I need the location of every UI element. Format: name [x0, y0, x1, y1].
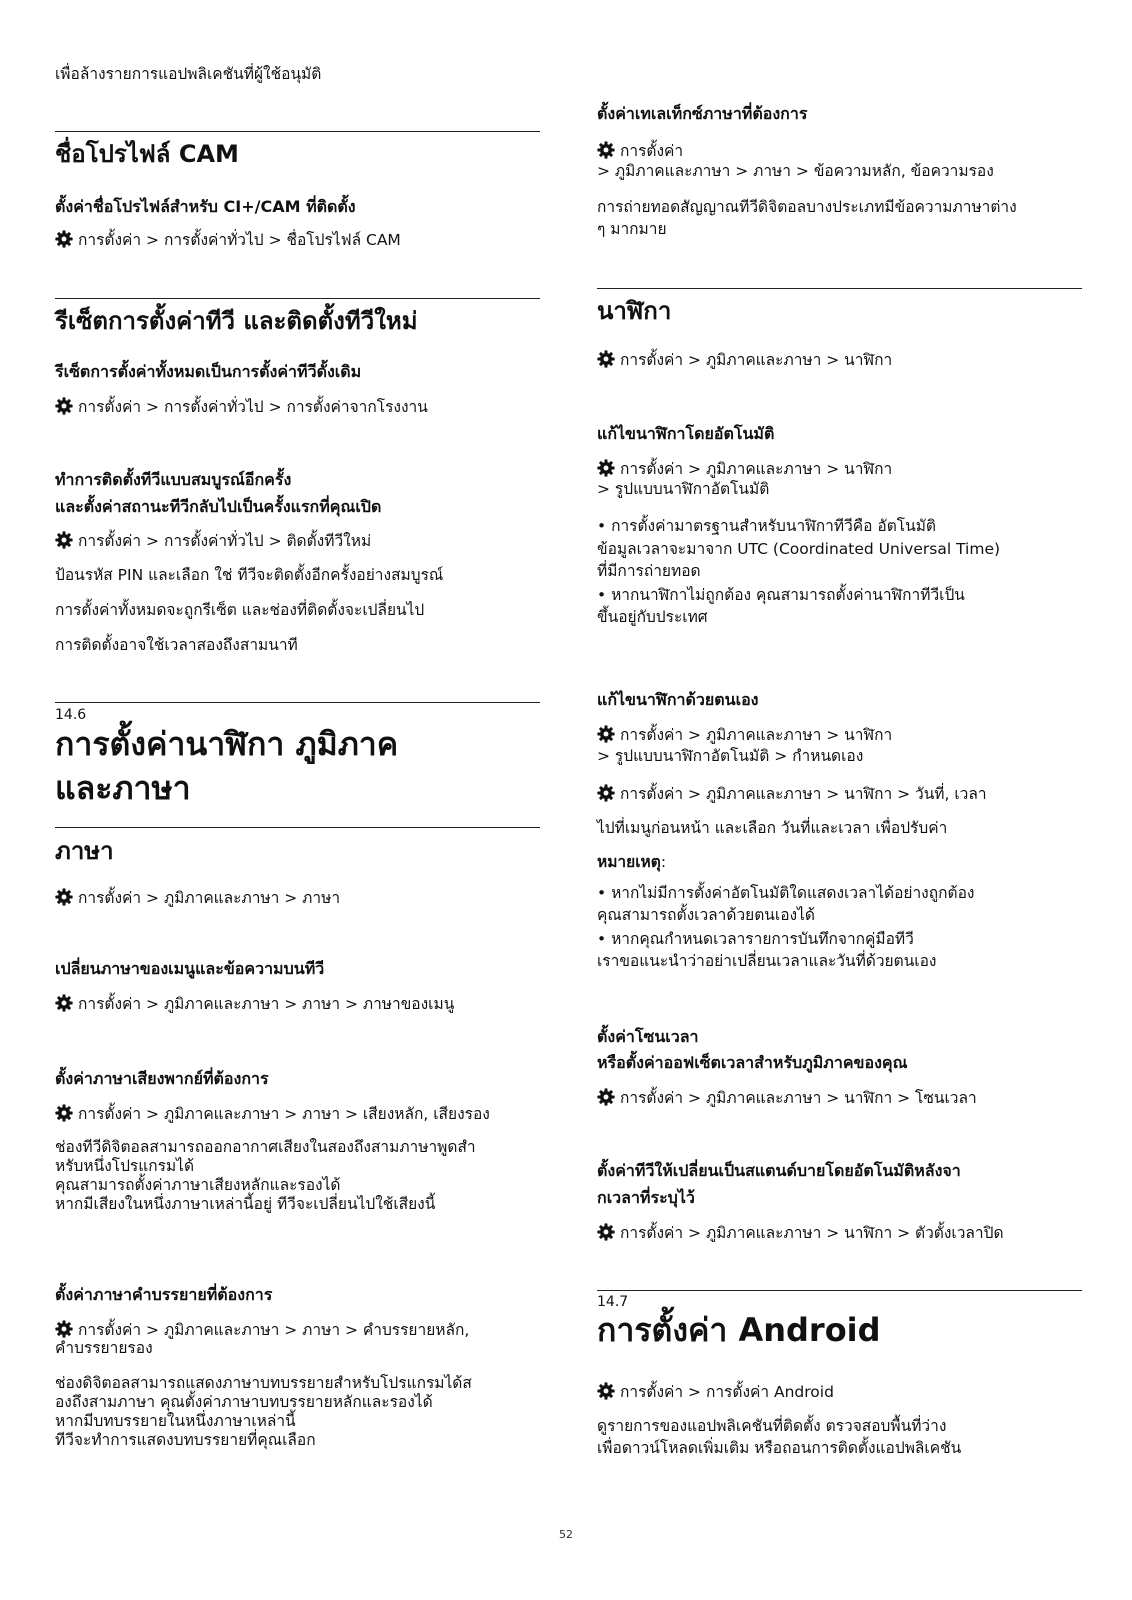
paragraph: ป้อนรหัส PIN และเลือก ใช่ ทีวีจะติดตั้งอีกครั้งอย่างสมบูรณ์: [55, 566, 444, 584]
subheading-cam-profile: ตั้งค่าชื่อโปรไฟล์สำหรับ CI+/CAM ที่ติดตั้ง: [55, 197, 356, 216]
paragraph-line: องถึงสามภาษา คุณตั้งค่าภาษาบทบรรยายหลักและรองได้: [55, 1393, 433, 1411]
menu-path-text: การตั้งค่า > ภูมิภาคและภาษา > ภาษา > ภาษาของเมนู: [78, 995, 455, 1013]
bullet-line: ขึ้นอยู่กับประเทศ: [597, 608, 708, 626]
section-divider: [597, 288, 1082, 289]
paragraph-line: การถ่ายทอดสัญญาณทีวีดิจิตอลบางประเภทมีข้อความภาษาต่าง: [597, 198, 1017, 216]
bullet-line: เราขอแนะนำว่าอย่าเปลี่ยนเวลาและวันที่ด้วยตนเอง: [597, 952, 937, 970]
paragraph: การตั้งค่าทั้งหมดจะถูกรีเซ็ต และช่องที่ติดตั้งจะเปลี่ยนไป: [55, 601, 425, 619]
menu-path-text: การตั้งค่า > ภูมิภาคและภาษา > นาฬิกา > ตัวตั้งเวลาปิด: [620, 1224, 1004, 1242]
subheading-reset-all: รีเซ็ตการตั้งค่าทั้งหมดเป็นการตั้งค่าทีวีดั้งเดิม: [55, 362, 362, 381]
menu-path-clock: [597, 349, 1082, 371]
gear-icon: [597, 784, 615, 802]
subheading-teletext-language: ตั้งค่าเทเลเท็กซ์ภาษาที่ต้องการ: [597, 104, 808, 123]
gear-icon: [55, 1320, 73, 1338]
menu-path-manual-clock: [597, 725, 1082, 745]
gear-icon: [597, 1088, 615, 1106]
menu-path-sleep-timer: [597, 1222, 1082, 1244]
gear-icon: [597, 141, 615, 159]
chapter-divider: [55, 702, 540, 703]
menu-path-text: การตั้งค่า > การตั้งค่าทั่วไป > ชื่อโปรไฟล์ CAM: [78, 231, 401, 249]
menu-path-language: [55, 887, 540, 909]
gear-icon: [55, 230, 73, 248]
menu-path-text: การตั้งค่า > ภูมิภาคและภาษา > ภาษา > คำบรรยายหลัก,: [78, 1321, 470, 1339]
chapter-title: การตั้งค่า Android: [597, 1311, 881, 1349]
paragraph-line: เพื่อดาวน์โหลดเพิ่มเติม หรือถอนการติดตั้งแอปพลิเคชัน: [597, 1439, 962, 1457]
paragraph-line: ทีวีจะทำการแสดงบทบรรยายที่คุณเลือก: [55, 1431, 316, 1449]
bullet-line: คุณสามารถตั้งเวลาด้วยตนเองได้: [597, 906, 815, 924]
paragraph-line: คุณสามารถตั้งค่าภาษาเสียงหลักและรองได้: [55, 1176, 341, 1194]
subheading-timezone-line1: ตั้งค่าโซนเวลา: [597, 1027, 699, 1046]
gear-icon: [55, 1104, 73, 1122]
menu-path-factory: [55, 396, 540, 418]
chapter-number: 14.6: [55, 707, 87, 723]
subheading-reinstall-line1: ทำการติดตั้งทีวีแบบสมบูรณ์อีกครั้ง: [55, 470, 292, 489]
subheading-manual-clock: แก้ไขนาฬิกาด้วยตนเอง: [597, 690, 759, 709]
menu-path-text: การตั้งค่า > การตั้งค่าทั่วไป > การตั้งค่าจากโรงงาน: [78, 398, 428, 416]
menu-path-text: การตั้งค่า > ภูมิภาคและภาษา > ภาษา: [78, 889, 341, 907]
menu-path-continued: > รูปแบบนาฬิกาอัตโนมัติ: [597, 480, 770, 498]
section-divider: [55, 298, 540, 299]
chapter-number: 14.7: [597, 1294, 629, 1310]
paragraph-line: ช่องทีวีดิจิตอลสามารถออกอากาศเสียงในสองถึงสามภาษาพูดสำ: [55, 1138, 476, 1156]
menu-path-menu-language: [55, 993, 540, 1015]
subheading-sleep-line2: กเวลาที่ระบุไว้: [597, 1188, 695, 1207]
subheading-audio-language: ตั้งค่าภาษาเสียงพากย์ที่ต้องการ: [55, 1069, 269, 1088]
paragraph-line: หากมีเสียงในหนึ่งภาษาเหล่านี้อยู่ ทีวีจะเปลี่ยนไปใช้เสียงนี้: [55, 1195, 436, 1213]
gear-icon: [597, 1382, 615, 1400]
gear-icon: [55, 994, 73, 1012]
bullet-line: • หากไม่มีการตั้งค่าอัตโนมัติใดแสดงเวลาได้อย่างถูกต้อง: [597, 884, 975, 902]
chapter-divider: [597, 1290, 1082, 1291]
menu-path-text: การตั้งค่า > การตั้งค่า Android: [620, 1383, 834, 1401]
menu-path-text: การตั้งค่า > ภูมิภาคและภาษา > นาฬิกา: [620, 351, 893, 369]
menu-path-text: การตั้งค่า > ภูมิภาคและภาษา > นาฬิกา > วันที่, เวลา: [620, 785, 987, 803]
bullet-line: ที่มีการถ่ายทอด: [597, 562, 701, 580]
paragraph-line: ๆ มากมาย: [597, 220, 667, 238]
bullet-line: • หากคุณกำหนดเวลารายการบันทึกจากคู่มือทีวี: [597, 930, 914, 948]
menu-path-continued: คำบรรยายรอง: [55, 1339, 153, 1357]
menu-path-subtitle-language: [55, 1320, 540, 1340]
bullet-line: • การตั้งค่ามาตรฐานสำหรับนาฬิกาทีวีคือ อัตโนมัติ: [597, 517, 936, 535]
menu-path-date-time: [597, 783, 1082, 805]
section-divider: [55, 131, 540, 132]
menu-path-timezone: [597, 1087, 1082, 1109]
gear-icon: [55, 531, 73, 549]
menu-path-text: การตั้งค่า: [620, 142, 684, 160]
note-colon: :: [660, 853, 667, 871]
menu-path-audio-language: [55, 1103, 540, 1125]
menu-path-android: [597, 1381, 1082, 1403]
paragraph-line: หรับหนึ่งโปรแกรมได้: [55, 1157, 195, 1175]
section-title-reset: รีเซ็ตการตั้งค่าทีวี และติดตั้งทีวีใหม่: [55, 307, 418, 335]
menu-path-reinstall: [55, 530, 540, 552]
paragraph: ไปที่เมนูก่อนหน้า และเลือก วันที่และเวลา เพื่อปรับค่า: [597, 819, 948, 837]
page-number: 52: [559, 1528, 573, 1541]
section-divider: [55, 827, 540, 828]
menu-path-cam: [55, 229, 540, 251]
gear-icon: [597, 1223, 615, 1241]
bullet-line: ข้อมูลเวลาจะมาจาก UTC (Coordinated Universal Time): [597, 540, 1001, 558]
gear-icon: [597, 459, 615, 477]
gear-icon: [55, 888, 73, 906]
subheading-auto-clock: แก้ไขนาฬิกาโดยอัตโนมัติ: [597, 424, 775, 443]
menu-path-continued: > ภูมิภาคและภาษา > ภาษา > ข้อความหลัก, ข้อความรอง: [597, 162, 994, 180]
paragraph-line: ดูรายการของแอปพลิเคชันที่ติดตั้ง ตรวจสอบพื้นที่ว่าง: [597, 1417, 947, 1435]
subheading-menu-language: เปลี่ยนภาษาของเมนูและข้อความบนทีวี: [55, 959, 325, 978]
menu-path-continued: > รูปแบบนาฬิกาอัตโนมัติ > กำหนดเอง: [597, 747, 864, 765]
menu-path-text: การตั้งค่า > ภูมิภาคและภาษา > ภาษา > เสียงหลัก, เสียงรอง: [78, 1105, 490, 1123]
menu-path-text: การตั้งค่า > ภูมิภาคและภาษา > นาฬิกา > โซนเวลา: [620, 1089, 977, 1107]
bullet-line: • หากนาฬิกาไม่ถูกต้อง คุณสามารถตั้งค่านาฬิกาทีวีเป็น: [597, 586, 965, 604]
note-label-text: หมายเหตุ: [597, 853, 661, 871]
subheading-sleep-line1: ตั้งค่าทีวีให้เปลี่ยนเป็นสแตนด์บายโดยอัตโนมัติหลังจา: [597, 1161, 961, 1180]
paragraph: การติดตั้งอาจใช้เวลาสองถึงสามนาที: [55, 636, 298, 654]
menu-path-teletext: [597, 141, 1082, 161]
subheading-timezone-line2: หรือตั้งค่าออฟเซ็ตเวลาสำหรับภูมิภาคของคุณ: [597, 1053, 908, 1072]
gear-icon: [55, 397, 73, 415]
chapter-title-line2: และภาษา: [55, 769, 191, 807]
paragraph-line: ช่องดิจิตอลสามารถแสดงภาษาบทบรรยายสำหรับโปรแกรมได้ส: [55, 1374, 472, 1392]
menu-path-text: การตั้งค่า > ภูมิภาคและภาษา > นาฬิกา: [620, 726, 893, 744]
section-title-cam: ชื่อโปรไฟล์ CAM: [55, 140, 239, 168]
intro-text: เพื่อล้างรายการแอปพลิเคชันที่ผู้ใช้อนุมัติ: [55, 65, 322, 83]
gear-icon: [597, 725, 615, 743]
section-title-clock: นาฬิกา: [597, 297, 672, 325]
section-title-language: ภาษา: [55, 837, 114, 865]
gear-icon: [597, 350, 615, 368]
subheading-subtitle-language: ตั้งค่าภาษาคำบรรยายที่ต้องการ: [55, 1285, 273, 1304]
paragraph-line: หากมีบทบรรยายในหนึ่งภาษาเหล่านี้: [55, 1412, 296, 1430]
note-label: [597, 851, 1082, 873]
subheading-reinstall-line2: และตั้งค่าสถานะทีวีกลับไปเป็นครั้งแรกที่คุณเปิด: [55, 497, 382, 516]
menu-path-text: การตั้งค่า > การตั้งค่าทั่วไป > ติดตั้งทีวีใหม่: [78, 532, 372, 550]
chapter-title-line1: การตั้งค่านาฬิกา ภูมิภาค: [55, 725, 399, 763]
menu-path-auto-clock: [597, 459, 1082, 479]
menu-path-text: การตั้งค่า > ภูมิภาคและภาษา > นาฬิกา: [620, 460, 893, 478]
